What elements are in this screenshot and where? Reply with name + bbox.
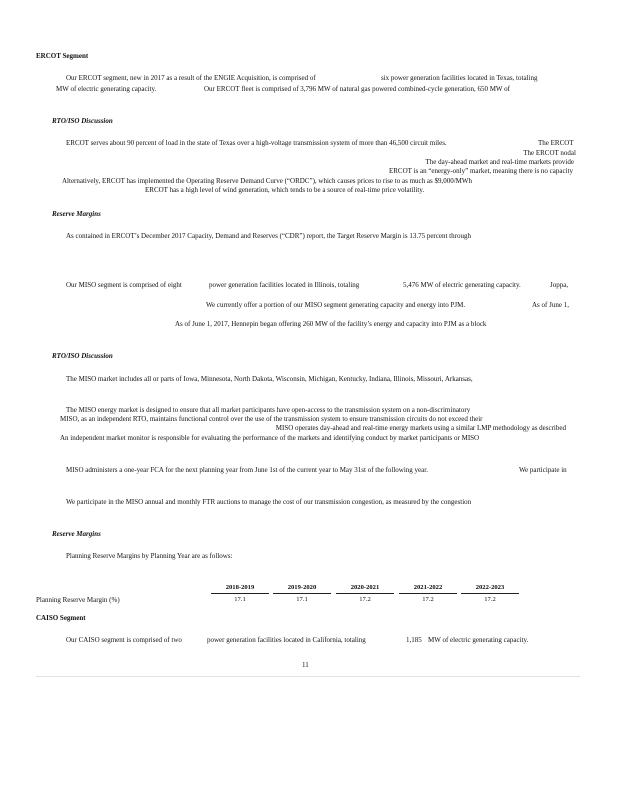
table-cell-value: 17.2	[359, 596, 371, 603]
caiso-para1-b: power generation facilities located in California, totaling	[207, 636, 366, 644]
table-col-2019-2020	[273, 584, 331, 604]
ercot-rto-line3: The day-ahead market and real-time markets provide	[425, 158, 574, 166]
table-year-header: 2020-2021	[336, 584, 394, 594]
miso-ftr-line: We participate in the MISO annual and monthly FTR auctions to manage the cost of our transmission congestion, as measured by the congestion	[66, 498, 472, 506]
table-col-2021-2022	[399, 584, 457, 604]
ercot-para1-line1b: six power generation facilities located in Texas, totaling	[381, 74, 538, 82]
miso-rto-line1: The MISO market includes all or parts of Iowa, Minnesota, North Dakota, Wisconsin, Michigan, Kentucky, Indiana, Illinois, Missouri, Arkansas,	[66, 375, 473, 383]
table-row-label: Planning Reserve Margin (%)	[36, 596, 120, 604]
caiso-para1-d: MW of electric generating capacity.	[428, 636, 529, 644]
miso-para2-a: We currently offer a portion of our MISO segment generating capacity and energy into PJM.	[206, 301, 466, 309]
ercot-segment-heading: ERCOT Segment	[36, 52, 89, 60]
miso-para3: As of June 1, 2017, Hennepin began offering 260 MW of the facility’s energy and capacity into PJM as a block	[175, 320, 487, 328]
page-number: 11	[302, 661, 309, 669]
miso-para2-b: As of June 1,	[532, 301, 569, 309]
ercot-reserve-margins-heading: Reserve Margins	[52, 210, 101, 218]
miso-market-line3: MISO operates day-ahead and real-time energy markets using a similar LMP methodology as described	[275, 424, 566, 432]
ercot-para1-line2a: MW of electric generating capacity.	[56, 85, 157, 93]
table-year-header: 2021-2022	[399, 584, 457, 594]
miso-reserve-margins-heading: Reserve Margins	[52, 530, 101, 538]
ercot-para1-line2b: Our ERCOT fleet is comprised of 3,796 MW of natural gas powered combined-cycle generation, 650 MW of	[204, 85, 510, 93]
table-cell-value: 17.2	[484, 596, 496, 603]
miso-para1-a: Our MISO segment is comprised of eight	[66, 281, 182, 289]
miso-para1-b: power generation facilities located in Illinois, totaling	[209, 281, 360, 289]
page-bottom-divider	[36, 676, 580, 677]
caiso-para1-a: Our CAISO segment is comprised of two	[66, 636, 182, 644]
table-cell-value: 17.1	[296, 596, 308, 603]
table-col-2022-2023	[461, 584, 519, 604]
miso-fca-b: We participate in	[519, 466, 567, 474]
miso-para1-d: Joppa,	[550, 281, 569, 289]
miso-market-line2: MISO, as an independent RTO, maintains functional control over the use of the transmission system to ensure transmission circuits do not exceed their	[60, 415, 483, 423]
caiso-para1-c: 1,185	[406, 636, 422, 644]
miso-fca-a: MISO administers a one-year FCA for the next planning year from June 1st of the current year to May 31st of the following year.	[66, 466, 428, 474]
ercot-rto-line1a: ERCOT serves about 90 percent of load in the state of Texas over a high-voltage transmission system of more than 46,500 circuit miles.	[66, 139, 447, 147]
miso-rto-iso-heading: RTO/ISO Discussion	[52, 352, 113, 360]
table-year-header: 2018-2019	[211, 584, 269, 594]
ercot-para1-line1: Our ERCOT segment, new in 2017 as a result of the ENGIE Acquisition, is comprised of	[66, 74, 316, 82]
ercot-rto-line6: ERCOT has a high level of wind generation, which tends to be a source of real-time price volatility.	[145, 186, 425, 194]
table-year-header: 2022-2023	[461, 584, 519, 594]
table-cell-value: 17.1	[234, 596, 246, 603]
table-col-2018-2019	[211, 584, 269, 604]
ercot-rto-line4: ERCOT is an “energy-only” market, meaning there is no capacity	[388, 167, 573, 175]
ercot-rto-iso-heading: RTO/ISO Discussion	[52, 117, 113, 125]
table-cell-value: 17.2	[422, 596, 434, 603]
table-year-header: 2019-2020	[273, 584, 331, 594]
ercot-reserve-margins-line1: As contained in ERCOT’s December 2017 Capacity, Demand and Reserves (“CDR”) report, the Target Reserve Margin is 13.75 percent through	[66, 232, 471, 240]
ercot-rto-line5: Alternatively, ERCOT has implemented the Operating Reserve Demand Curve (“ORDC”), which causes prices to rise to as much as $9,000/MWh	[62, 177, 472, 185]
miso-reserve-margins-intro: Planning Reserve Margins by Planning Year are as follows:	[66, 552, 233, 560]
miso-market-line1: The MISO energy market is designed to ensure that all market participants have open-access to the transmission system on a non-discriminatory	[66, 406, 471, 414]
ercot-rto-line2: The ERCOT nodal	[523, 149, 576, 157]
table-col-2020-2021	[336, 584, 394, 604]
caiso-segment-heading: CAISO Segment	[36, 614, 86, 622]
ercot-rto-line1b: The ERCOT	[538, 139, 574, 147]
miso-para1-c: 5,476 MW of electric generating capacity.	[403, 281, 521, 289]
miso-market-line4: An independent market monitor is responsible for evaluating the performance of the markets and identifying conduct by market participants or MISO	[60, 434, 480, 442]
